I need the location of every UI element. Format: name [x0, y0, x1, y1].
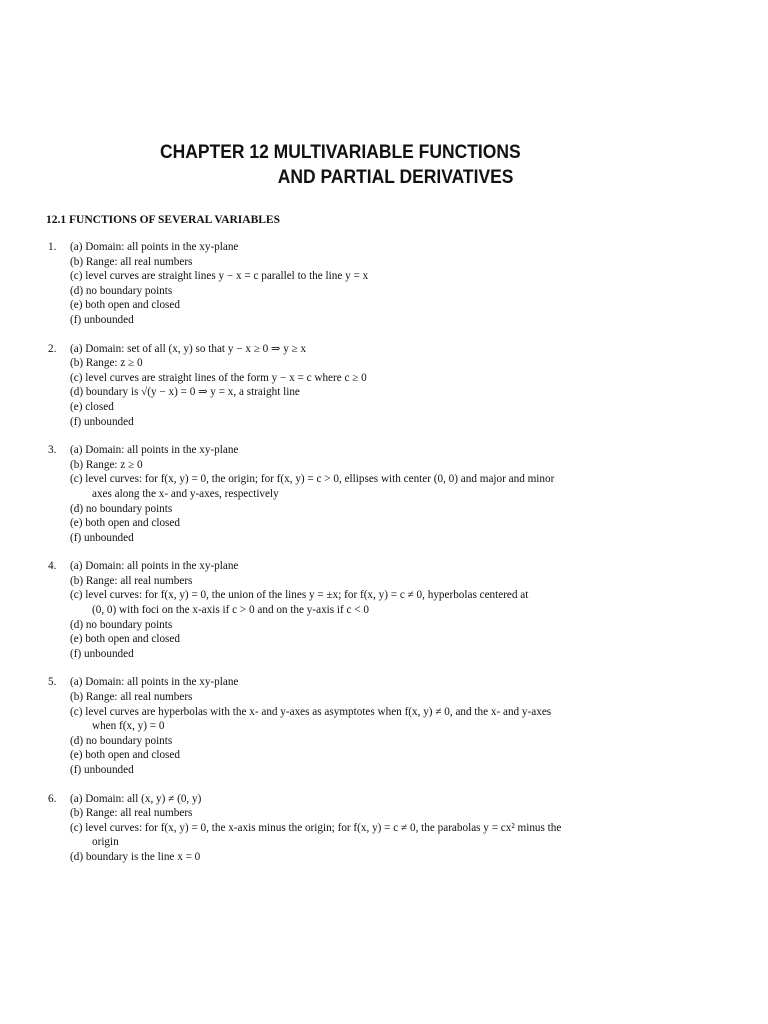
chapter-title-line-2: AND PARTIAL DERIVATIVES	[277, 167, 514, 188]
answer-line: (b) Range: all real numbers	[70, 807, 193, 820]
answer-line: (d) boundary is the line x = 0	[70, 850, 201, 863]
answer-line-continued: (0, 0) with foci on the x-axis if c > 0 and on the y-axis if c < 0	[92, 604, 370, 617]
answer-line-continued: origin	[92, 836, 119, 849]
answer-line: (d) boundary is √(y − x) = 0 ⇒ y = x, a straight line	[70, 386, 300, 399]
answer-line: (d) no boundary points	[70, 734, 173, 747]
answer-line: (a) Domain: all points in the xy-plane	[70, 560, 239, 573]
answer-line: (b) Range: z ≥ 0	[70, 458, 143, 471]
answer-line: (a) Domain: all (x, y) ≠ (0, y)	[70, 792, 202, 805]
chapter-title-line-1: CHAPTER 12 MULTIVARIABLE FUNCTIONS	[160, 142, 521, 163]
problem-number: 2.	[48, 342, 57, 355]
problem-list	[48, 240, 728, 879]
answer-line: (b) Range: all real numbers	[70, 574, 193, 587]
answer-line: (e) both open and closed	[70, 633, 180, 646]
answer-line: (b) Range: all real numbers	[70, 255, 193, 268]
answer-line: (a) Domain: set of all (x, y) so that y − x ≥ 0 ⇒ y ≥ x	[70, 342, 307, 355]
answer-line: (e) both open and closed	[70, 299, 180, 312]
answer-line: (e) closed	[70, 400, 114, 413]
problem-3	[48, 443, 728, 545]
answer-line: (c) level curves are straight lines y − x = c parallel to the line y = x	[70, 270, 369, 283]
answer-line: (b) Range: all real numbers	[70, 691, 193, 704]
problem-5	[48, 675, 728, 777]
answer-line-continued: when f(x, y) = 0	[92, 720, 165, 733]
answer-line: (d) no boundary points	[70, 284, 173, 297]
answer-line: (f) unbounded	[70, 415, 134, 428]
problem-number: 5.	[48, 676, 57, 689]
answer-line: (f) unbounded	[70, 764, 134, 776]
problem-number: 4.	[48, 560, 57, 573]
problem-number: 3.	[48, 444, 57, 457]
answer-line: (d) no boundary points	[70, 502, 173, 515]
answer-line: (a) Domain: all points in the xy-plane	[70, 444, 239, 457]
answer-line: (e) both open and closed	[70, 749, 180, 762]
answer-line: (b) Range: z ≥ 0	[70, 357, 143, 370]
answer-line: (c) level curves are straight lines of the form y − x = c where c ≥ 0	[70, 371, 367, 384]
answer-line: (f) unbounded	[70, 531, 134, 544]
answer-line: (c) level curves: for f(x, y) = 0, the union of the lines y = ±x; for f(x, y) = c ≠ 0, hyperbolas centered at	[70, 589, 529, 602]
answer-line: (a) Domain: all points in the xy-plane	[70, 676, 239, 689]
answer-line: (c) level curves are hyperbolas with the x- and y-axes as asymptotes when f(x, y) ≠ 0, and the x- and y-axes	[70, 705, 552, 718]
problem-1	[48, 240, 728, 328]
problem-number: 1.	[48, 241, 57, 253]
answer-line: (d) no boundary points	[70, 618, 173, 631]
problem-4	[48, 559, 728, 661]
problem-6	[48, 792, 728, 865]
answer-line: (f) unbounded	[70, 313, 134, 326]
chapter-title	[160, 140, 521, 190]
section-heading: 12.1 FUNCTIONS OF SEVERAL VARIABLES	[46, 214, 280, 226]
problem-2	[48, 342, 728, 430]
answer-line: (c) level curves: for f(x, y) = 0, the origin; for f(x, y) = c > 0, ellipses with center (0, 0) and major and minor	[70, 473, 555, 486]
answer-line: (e) both open and closed	[70, 517, 180, 530]
problem-number: 6.	[48, 792, 57, 805]
answer-line: (f) unbounded	[70, 647, 134, 660]
answer-line: (a) Domain: all points in the xy-plane	[70, 241, 239, 253]
answer-line: (c) level curves: for f(x, y) = 0, the x-axis minus the origin; for f(x, y) = c ≠ 0, the parabolas y = cx² minus the	[70, 821, 562, 834]
answer-line-continued: axes along the x- and y-axes, respectively	[92, 487, 279, 500]
